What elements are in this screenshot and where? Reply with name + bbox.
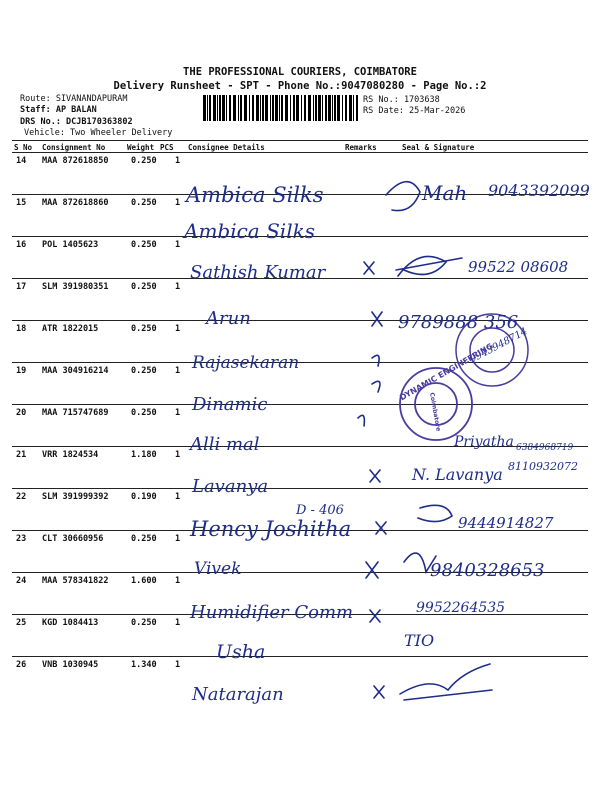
hw-phone-21: 8110932072 — [508, 460, 578, 473]
row-divider — [12, 362, 588, 363]
barcode-bar — [356, 95, 358, 121]
hw-name-25: Usha — [216, 641, 266, 663]
barcode-bar — [353, 95, 354, 121]
barcode-bar — [349, 95, 352, 121]
rs-date: RS Date: 25-Mar-2026 — [363, 106, 466, 116]
hw-phone-23: 9840328653 — [430, 560, 545, 581]
hw-phone-22: 9444914827 — [458, 514, 554, 532]
remark-x-26 — [374, 686, 384, 698]
vehicle-label: Vehicle: Two Wheeler Delivery — [24, 128, 173, 138]
row-pcs: 1 — [175, 198, 181, 208]
remark-mark-14 — [386, 182, 420, 211]
row-pcs: 1 — [175, 366, 181, 376]
row-weight: 1.180 — [131, 450, 157, 460]
row-pcs: 1 — [175, 492, 181, 502]
stamp-text: DYNAMIC ENGINEERING — [398, 341, 495, 403]
hw-sign-14: Mah — [422, 181, 468, 205]
row-sno: 24 — [16, 576, 27, 586]
round-stamp — [456, 314, 528, 386]
barcode-bar — [222, 95, 225, 121]
stamp-city: Coimbatore — [428, 392, 442, 432]
barcode-bar — [315, 95, 317, 121]
row-pcs: 1 — [175, 576, 181, 586]
hw-name-22a: D - 406 — [296, 503, 344, 518]
sign-scribble-16 — [396, 256, 462, 276]
remark-x-24 — [370, 610, 380, 622]
row-consignment: MAA 872618860 — [42, 198, 109, 208]
col-sno: S No — [14, 143, 33, 152]
remark-x-16 — [364, 262, 374, 274]
hw-phone-14: 9043392099 — [488, 181, 590, 200]
row-divider — [12, 656, 588, 657]
barcode-bar — [345, 95, 347, 121]
hw-name-19: Dinamic — [192, 394, 268, 415]
row-consignment: SLM 391999392 — [42, 492, 109, 502]
row-divider — [12, 152, 588, 153]
barcode-bar — [244, 95, 247, 121]
barcode-bar — [304, 95, 306, 121]
row-weight: 0.250 — [131, 534, 157, 544]
hw-phone-16: 99522 08608 — [468, 258, 569, 276]
barcode-bar — [332, 95, 333, 121]
row-sno: 22 — [16, 492, 27, 502]
row-divider — [12, 404, 588, 405]
barcode-bar — [342, 95, 343, 121]
barcode-bar — [325, 95, 327, 121]
barcode-bar — [252, 95, 254, 121]
hw-name-20: Alli mal — [190, 434, 260, 455]
row-divider — [12, 278, 588, 279]
col-seal: Seal & Signature — [402, 143, 475, 152]
row-consignment: ATR 1822015 — [42, 324, 99, 334]
row-sno: 21 — [16, 450, 27, 460]
barcode-bar — [301, 95, 302, 121]
barcode-bar — [217, 95, 218, 121]
row-pcs: 1 — [175, 324, 181, 334]
row-pcs: 1 — [175, 156, 181, 166]
barcode-bar — [249, 95, 250, 121]
hw-name-16: Sathish Kumar — [190, 262, 326, 283]
hw-sign-20: Priyatha — [454, 434, 514, 450]
row-weight: 0.250 — [131, 198, 157, 208]
hw-sign-21: N. Lavanya — [412, 465, 503, 484]
staff-label: Staff: AP BALAN — [20, 105, 97, 115]
row-weight: 0.250 — [131, 282, 157, 292]
remark-mark-18 — [372, 355, 379, 366]
barcode — [203, 95, 358, 121]
barcode-bar — [240, 95, 242, 121]
row-consignment: POL 1405623 — [42, 240, 99, 250]
col-consignee: Consignee Details — [188, 143, 265, 152]
sign-scribble-23 — [404, 553, 436, 572]
row-divider — [12, 236, 588, 237]
row-sno: 16 — [16, 240, 27, 250]
col-weight: Weight — [127, 143, 155, 152]
row-weight: 0.250 — [131, 156, 157, 166]
barcode-bar — [285, 95, 288, 121]
row-sno: 20 — [16, 408, 27, 418]
barcode-bar — [213, 95, 216, 121]
barcode-bar — [260, 95, 261, 121]
hw-name-22: Hency Joshitha — [190, 517, 352, 541]
barcode-bar — [281, 95, 283, 121]
route-label: Route: SIVANANDAPURAM — [20, 94, 128, 104]
row-weight: 0.250 — [131, 366, 157, 376]
barcode-bar — [313, 95, 314, 121]
remark-x-21 — [370, 470, 380, 482]
row-weight: 0.190 — [131, 492, 157, 502]
barcode-bar — [308, 95, 311, 121]
hw-name-21: Lavanya — [192, 476, 269, 497]
remark-mark-20 — [358, 415, 364, 426]
barcode-bar — [229, 95, 231, 121]
hw-stamp-phone: 9943948714 — [467, 326, 530, 366]
hw-name-15: Ambica Silks — [184, 219, 315, 243]
row-consignment: VNB 1030945 — [42, 660, 99, 670]
row-sno: 18 — [16, 324, 27, 334]
barcode-bar — [256, 95, 259, 121]
hw-name-14: Ambica Silks — [186, 183, 324, 207]
barcode-bar — [279, 95, 280, 121]
row-pcs: 1 — [175, 282, 181, 292]
barcode-bar — [293, 95, 295, 121]
row-sno: 17 — [16, 282, 27, 292]
row-divider — [12, 194, 588, 195]
col-remarks: Remarks — [345, 143, 377, 152]
row-pcs: 1 — [175, 450, 181, 460]
remark-x-22 — [376, 522, 386, 534]
header-rule — [12, 140, 588, 141]
hw-name-26: Natarajan — [192, 684, 284, 705]
row-sno: 25 — [16, 618, 27, 628]
row-divider — [12, 488, 588, 489]
row-weight: 1.340 — [131, 660, 157, 670]
row-consignment: MAA 715747689 — [42, 408, 109, 418]
barcode-bar — [219, 95, 221, 121]
rs-number: RS No.: 1703638 — [363, 95, 440, 105]
remark-mark-19 — [372, 381, 380, 392]
row-sno: 15 — [16, 198, 27, 208]
row-sno: 19 — [16, 366, 27, 376]
barcode-bar — [337, 95, 340, 121]
hw-phone-24: 9952264535 — [416, 600, 506, 616]
hw-phone-20: 6384968719 — [516, 443, 574, 453]
row-sno: 14 — [16, 156, 27, 166]
remark-x-23 — [366, 562, 378, 578]
barcode-bar — [203, 95, 206, 121]
barcode-bar — [318, 95, 321, 121]
row-consignment: MAA 872618850 — [42, 156, 109, 166]
barcode-bar — [275, 95, 278, 121]
row-divider — [12, 614, 588, 615]
barcode-bar — [296, 95, 299, 121]
barcode-bar — [334, 95, 336, 121]
barcode-bar — [272, 95, 274, 121]
row-consignment: MAA 304916214 — [42, 366, 109, 376]
row-weight: 0.250 — [131, 240, 157, 250]
row-pcs: 1 — [175, 660, 181, 670]
barcode-bar — [270, 95, 271, 121]
runsheet-subtitle: Delivery Runsheet - SPT - Phone No.:9047080280 - Page No.:2 — [113, 80, 487, 92]
hw-name-23: Vivek — [194, 559, 242, 579]
drs-label: DRS No.: DCJB170363802 — [20, 117, 133, 127]
remark-x-17 — [372, 312, 382, 326]
row-weight: 0.250 — [131, 408, 157, 418]
hw-sign-25: TIO — [404, 631, 435, 650]
barcode-bar — [265, 95, 268, 121]
barcode-bar — [328, 95, 331, 121]
row-divider — [12, 320, 588, 321]
barcode-bar — [322, 95, 323, 121]
row-sno: 26 — [16, 660, 27, 670]
barcode-bar — [238, 95, 239, 121]
col-pcs: PCS — [160, 143, 174, 152]
company-title: THE PROFESSIONAL COURIERS, COIMBATORE — [183, 66, 417, 78]
row-weight: 1.600 — [131, 576, 157, 586]
barcode-bar — [207, 95, 208, 121]
hw-name-17: Arun — [206, 308, 251, 329]
row-divider — [12, 530, 588, 531]
row-consignment: VRR 1824534 — [42, 450, 99, 460]
row-consignment: CLT 30660956 — [42, 534, 104, 544]
sign-scribble-22 — [418, 505, 452, 521]
row-pcs: 1 — [175, 534, 181, 544]
row-pcs: 1 — [175, 240, 181, 250]
row-divider — [12, 446, 588, 447]
row-consignment: KGD 1084413 — [42, 618, 99, 628]
row-weight: 0.250 — [131, 618, 157, 628]
barcode-bar — [262, 95, 264, 121]
row-consignment: MAA 578341822 — [42, 576, 109, 586]
hw-name-24: Humidifier Comm — [190, 602, 354, 623]
barcode-bar — [233, 95, 236, 121]
col-consignment: Consignment No — [42, 143, 106, 152]
row-pcs: 1 — [175, 408, 181, 418]
row-weight: 0.250 — [131, 324, 157, 334]
hw-name-18: Rajasekaran — [192, 353, 300, 373]
sign-scribble-26 — [400, 664, 492, 700]
row-sno: 23 — [16, 534, 27, 544]
barcode-bar — [290, 95, 291, 121]
hw-phone-17: 9789888 356 — [398, 312, 519, 333]
barcode-bar — [209, 95, 211, 121]
barcode-bar — [226, 95, 227, 121]
row-divider — [12, 572, 588, 573]
row-consignment: SLM 391980351 — [42, 282, 109, 292]
row-pcs: 1 — [175, 618, 181, 628]
